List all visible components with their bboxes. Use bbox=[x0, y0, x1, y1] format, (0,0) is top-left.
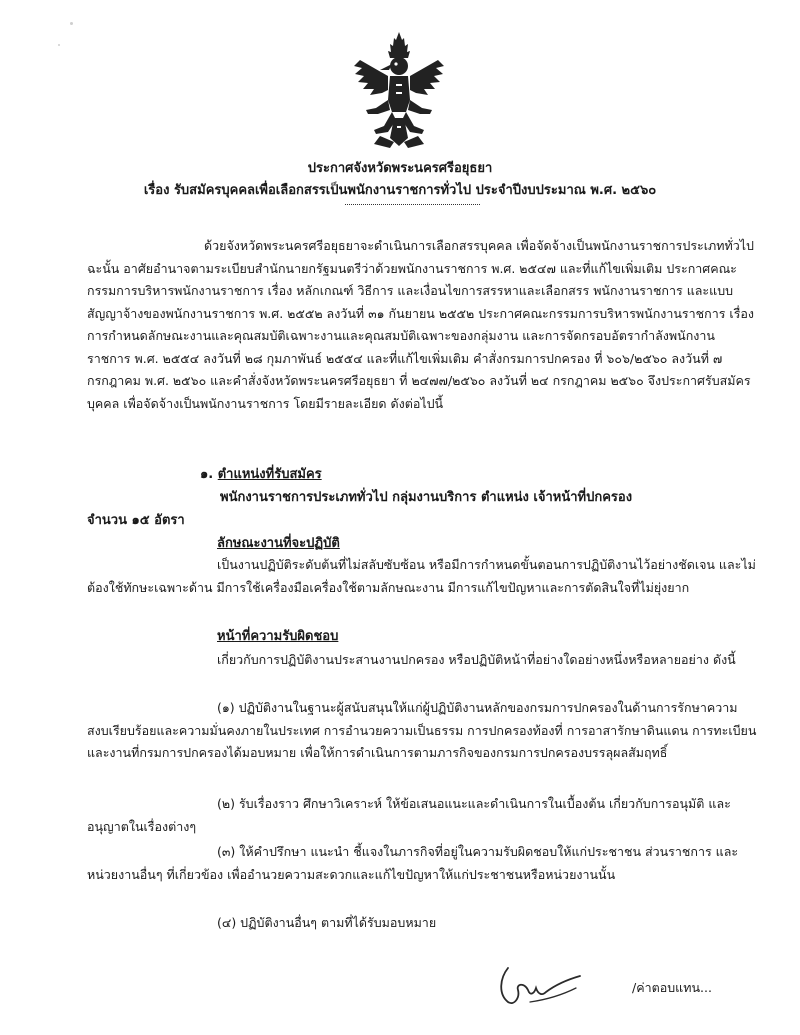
section-1-heading bbox=[200, 463, 322, 484]
scan-speck bbox=[70, 22, 73, 25]
scan-speck bbox=[58, 44, 60, 46]
duties-heading: หน้าที่ความรับผิดชอบ bbox=[217, 629, 339, 644]
intro-paragraph: ด้วยจังหวัดพระนครศรีอยุธยาจะดำเนินการเลือกสรรบุคคล เพื่อจัดจ้างเป็นพนักงานราชการประเภททั่วไป ฉะนั้น อาศัยอำนาจตามระเบียบสำนักนายกรัฐมนตรีว่าด้วยพนักงานราชการ พ.ศ. ๒๕๔๗ และที่แก้ไขเพิ่มเติม ประกาศคณะกรรมการบริหารพนักงานราชการ เรื่อง หลักเกณฑ์ วิธีการ และเงื่อนไขการสรรหาและเลือกสรร พนักงานราชการ และแบบสัญญาจ้างของพนักงานราชการ พ.ศ. ๒๕๕๒ ลงวันที่ ๓๑ กันยายน ๒๕๕๒ ประกาศคณะกรรมการบริหารพนักงานราชการ เรื่อง การกำหนดลักษณะงานและคุณสมบัติเฉพาะงานและคุณสมบัติเฉพาะของกลุ่มงาน และการจัดกรอบอัตรากำลังพนักงานราชการ พ.ศ. ๒๕๕๔ ลงวันที่ ๒๘ กุมภาพันธ์ ๒๕๕๔ และที่แก้ไขเพิ่มเติม คำสั่งกรมการปกครอง ที่ ๖๐๖/๒๕๖๐ ลงวันที่ ๗ กรกฎาคม พ.ศ. ๒๕๖๐ และคำสั่งจังหวัดพระนครศรีอยุธยา ที่ ๒๔๗๗/๒๕๖๐ ลงวันที่ ๒๔ กรกฎาคม ๒๕๖๐ จึงประกาศรับสมัครบุคคล เพื่อจัดจ้างเป็นพนักงานราชการ โดยมีรายละเอียด ดังต่อไปนี้ bbox=[87, 238, 755, 411]
duty-item: (๓) ให้คำปรึกษา แนะนำ ชี้แจงในภารกิจที่อยู่ในความรับผิดชอบให้แก่ประชาชน ส่วนราชการ และหน่วยงานอื่นๆ ที่เกี่ยวข้อง เพื่ออำนวยความสะดวกและแก้ไขปัญหาให้แก่ประชาชนหรือหน่วยงานนั้น bbox=[87, 844, 739, 882]
position-quota: จำนวน ๑๕ อัตรา bbox=[87, 513, 185, 528]
duties-intro: เกี่ยวกับการปฏิบัติงานประสานงานปกครอง หรือปฏิบัติหน้าที่อย่างใดอย่างหนึ่งหรือหลายอย่าง ดังนี้ bbox=[217, 652, 736, 667]
job-nature-text: เป็นงานปฏิบัติระดับต้นที่ไม่สลับซับซ้อน หรือมีการกำหนดขั้นตอนการปฏิบัติงานไว้อย่างชัดเจน และไม่ต้องใช้ทักษะเฉพาะด้าน มีการใช้เครื่องมือเครื่องใช้ตามลักษณะงาน มีการแก้ไขปัญหาและการตัดสินใจที่ไม่ยุ่งยาก bbox=[87, 557, 756, 595]
job-nature-heading: ลักษณะงานที่จะปฏิบัติ bbox=[217, 536, 340, 551]
announcement-subject: เรื่อง รับสมัครบุคคลเพื่อเลือกสรรเป็นพนักงานราชการทั่วไป ประจำปีงบประมาณ พ.ศ. ๒๕๖๐ bbox=[143, 183, 657, 198]
handwritten-signature bbox=[494, 958, 586, 1012]
position-title: พนักงานราชการประเภททั่วไป กลุ่มงานบริการ ตำแหน่ง เจ้าหน้าที่ปกครอง bbox=[220, 490, 633, 505]
section-1-number: ๑. bbox=[200, 467, 214, 482]
section-1-title: ตำแหน่งที่รับสมัคร bbox=[217, 467, 322, 482]
duty-item: (๔) ปฏิบัติงานอื่นๆ ตามที่ได้รับมอบหมาย bbox=[217, 915, 437, 930]
duty-item: (๒) รับเรื่องราว ศึกษาวิเคราะห์ ให้ข้อเสนอแนะและดำเนินการในเบื้องต้น เกี่ยวกับการอนุมัติ และอนุญาตในเรื่องต่างๆ bbox=[87, 796, 731, 834]
duty-item: (๑) ปฏิบัติงานในฐานะผู้สนับสนุนให้แก่ผู้ปฏิบัติงานหลักของกรมการปกครองในด้านการรักษาความสงบเรียบร้อยและความมั่นคงภายในประเทศ การอำนวยความเป็นธรรม การปกครองท้องที่ การอาสารักษาดินแดน การทะเบียนและงานที่กรมการปกครองได้มอบหมาย เพื่อให้การดำเนินการตามภารกิจของกรมการปกครองบรรลุผลสัมฤทธิ์ bbox=[87, 700, 757, 760]
garuda-emblem-icon bbox=[352, 30, 446, 150]
dotted-separator bbox=[345, 204, 480, 205]
announcement-title: ประกาศจังหวัดพระนครศรีอยุธยา bbox=[307, 161, 493, 176]
continuation-note: /ค่าตอบแทน... bbox=[632, 980, 712, 995]
